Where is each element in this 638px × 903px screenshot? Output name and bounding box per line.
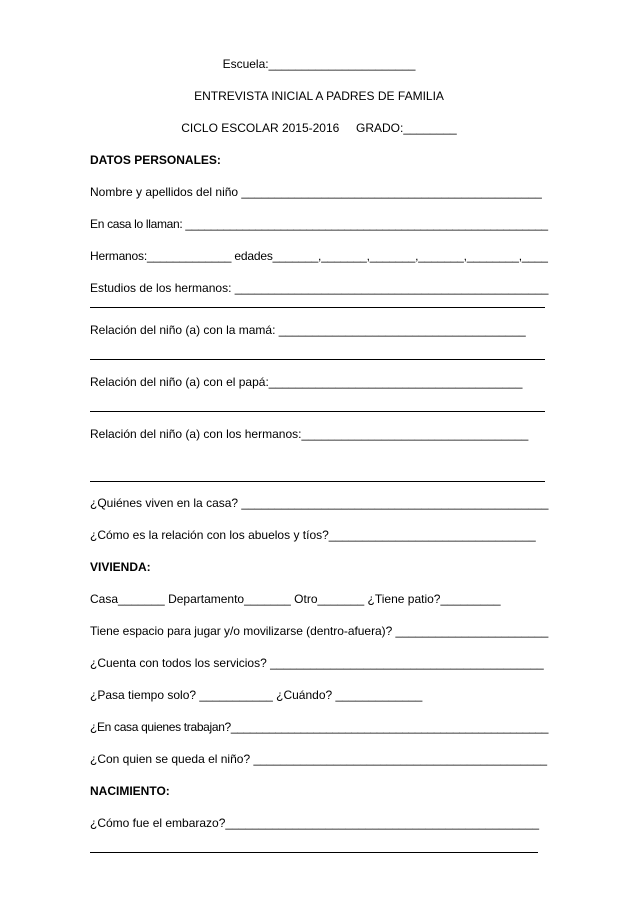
field-relation-mother: Relación del niño (a) con la mamá: _____________________________________ (90, 323, 526, 337)
blank-line (90, 307, 545, 308)
field-play-space: Tiene espacio para jugar y/o movilizarse (dentro-afuera)? _______________________ (90, 624, 549, 638)
section-birth: NACIMIENTO: (90, 784, 170, 798)
section-personal-data: DATOS PERSONALES: (90, 153, 221, 167)
field-services: ¿Cuenta con todos los servicios? _________________________________________ (90, 656, 544, 670)
school-field: Escuela:______________________ (222, 57, 416, 71)
field-siblings-studies: Estudios de los hermanos: _______________________________________________ (90, 281, 549, 295)
field-pregnancy: ¿Cómo fue el embarazo?_______________________________________________ (90, 816, 540, 830)
field-house-type: Casa_______ Departamento_______ Otro_______ ¿Tiene patio?_________ (90, 592, 501, 606)
field-who-works: ¿En casa quienes trabajan?__________________________________________________ (90, 720, 549, 734)
school-cycle-grade: CICLO ESCOLAR 2015-2016 GRADO:________ (181, 121, 457, 135)
field-who-cares: ¿Con quien se queda el niño? ____________________________________________ (90, 752, 548, 766)
field-child-name: Nombre y apellidos del niño _____________________________________________ (90, 185, 542, 199)
field-time-alone: ¿Pasa tiempo solo? ___________ ¿Cuándo? _____________ (90, 688, 423, 702)
section-housing: VIVIENDA: (90, 560, 151, 574)
blank-line (90, 411, 545, 412)
blank-line (90, 481, 545, 482)
field-relation-father: Relación del niño (a) con el papá:______________________________________ (90, 375, 523, 389)
blank-line (90, 359, 545, 360)
blank-line (90, 852, 538, 853)
field-relation-siblings: Relación del niño (a) con los hermanos:__________________________________ (90, 427, 529, 441)
field-siblings: Hermanos:_____________ edades_______,_______,_______,_______,________,____ (90, 249, 548, 263)
field-nickname: En casa lo llaman: _________________________________________________________ (90, 217, 548, 231)
field-who-lives: ¿Quiénes viven en la casa? ______________________________________________ (90, 496, 549, 510)
field-grandparents: ¿Cómo es la relación con los abuelos y tíos?_______________________________ (90, 528, 536, 542)
form-title: ENTREVISTA INICIAL A PADRES DE FAMILIA (194, 89, 444, 103)
